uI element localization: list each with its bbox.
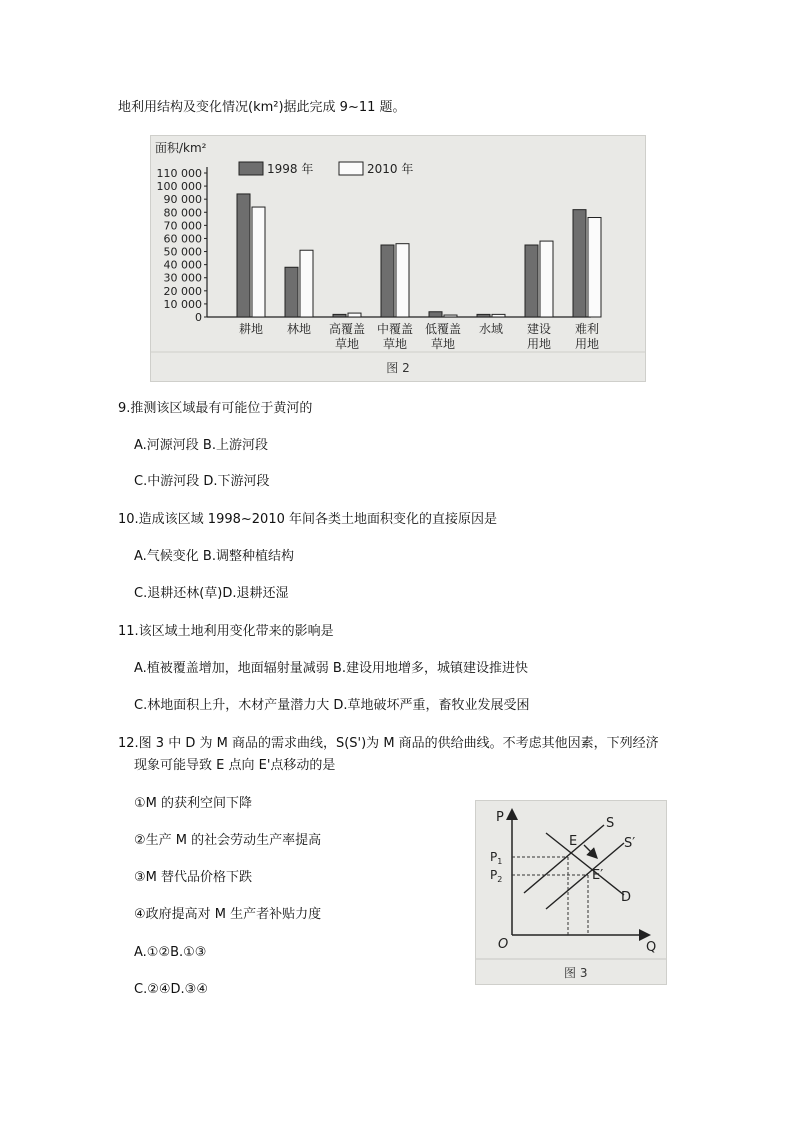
- y-tick-label: 50 000: [163, 245, 202, 259]
- category-label: 草地: [382, 337, 408, 351]
- bar-1998年-7: [573, 210, 586, 317]
- bar-1998年-2: [333, 314, 346, 317]
- category-label: 低覆盖: [424, 322, 462, 336]
- supply-demand-diagram: [476, 801, 666, 984]
- category-label: 难利: [574, 322, 600, 336]
- label-e-prime: E′: [592, 868, 604, 883]
- legend-label-0: 1998 年: [267, 162, 314, 176]
- label-p2: $P_2$: [490, 868, 503, 884]
- label-s-prime: S′: [624, 836, 636, 851]
- category-label: 中覆盖: [376, 322, 414, 336]
- q11-stem: 11.该区域土地利用变化带来的影响是: [118, 624, 334, 639]
- intro-text: 地利用结构及变化情况(km²)据此完成 9~11 题。: [118, 100, 406, 115]
- q11-options-2: C.林地面积上升，木材产量潜力大 D.草地破坏严重，畜牧业发展受困: [134, 698, 530, 713]
- supply-curve-s-prime: [546, 843, 624, 909]
- q12-item-4: ④政府提高对 M 生产者补贴力度: [134, 907, 322, 922]
- y-tick-label: 40 000: [163, 258, 202, 272]
- figure-2-caption: 图 2: [386, 361, 410, 375]
- q12-item-3: ③M 替代品价格下跌: [134, 870, 253, 885]
- figure-3-caption: 图 3: [564, 966, 588, 980]
- q10-options-1: A.气候变化 B.调整种植结构: [134, 549, 294, 564]
- y-tick-label: 80 000: [163, 206, 202, 220]
- q12-options-1: A.①②B.①③: [134, 945, 207, 960]
- y-tick-label: 110 000: [156, 167, 202, 180]
- category-label: 草地: [430, 337, 456, 351]
- category-label: 用地: [574, 337, 600, 351]
- q10-options-2: C.退耕还林(草)D.退耕还湿: [134, 586, 289, 601]
- label-p1: $P_1$: [490, 850, 503, 866]
- q12-stem-line2: 现象可能导致 E 点向 E'点移动的是: [134, 758, 336, 773]
- y-tick-label: 20 000: [163, 284, 202, 298]
- shift-arrow: [584, 845, 596, 857]
- bar-2010年-0: [252, 207, 265, 317]
- figure-2: [150, 135, 646, 382]
- bar-1998年-0: [237, 194, 250, 317]
- category-label: 林地: [286, 322, 312, 336]
- figure-3: [475, 800, 667, 985]
- q12-item-1: ①M 的获利空间下降: [134, 796, 253, 811]
- y-tick-label: 100 000: [156, 180, 202, 194]
- category-label: 耕地: [238, 322, 264, 336]
- legend-label-1: 2010 年: [367, 162, 414, 176]
- category-label: 水域: [478, 322, 504, 336]
- label-e: E: [569, 834, 578, 849]
- bar-2010年-6: [540, 241, 553, 317]
- bar-2010年-4: [444, 315, 457, 317]
- label-s: S: [606, 816, 615, 831]
- y-axis-title: 面积/km²: [155, 141, 207, 155]
- label-p: P: [496, 810, 504, 825]
- q12-item-2: ②生产 M 的社会劳动生产率提高: [134, 833, 322, 848]
- category-label: 建设: [526, 322, 552, 336]
- legend-swatch-1: [339, 162, 363, 175]
- q9-options-1: A.河源河段 B.上游河段: [134, 438, 268, 453]
- q11-options-1: A.植被覆盖增加，地面辐射量减弱 B.建设用地增多，城镇建设推进快: [134, 661, 528, 676]
- label-q: Q: [646, 940, 657, 955]
- bar-1998年-3: [381, 245, 394, 317]
- bar-2010年-5: [492, 314, 505, 317]
- q10-stem: 10.造成该区域 1998~2010 年间各类土地面积变化的直接原因是: [118, 512, 497, 527]
- bar-2010年-7: [588, 218, 601, 317]
- y-tick-label: 70 000: [163, 219, 202, 233]
- bar-2010年-1: [300, 250, 313, 317]
- bar-2010年-3: [396, 244, 409, 317]
- bar-chart: [151, 136, 645, 381]
- bar-1998年-6: [525, 245, 538, 317]
- y-tick-label: 0: [195, 311, 202, 324]
- y-tick-label: 90 000: [163, 193, 202, 207]
- legend-swatch-0: [239, 162, 263, 175]
- q12-stem-line1: 12.图 3 中 D 为 M 商品的需求曲线，S(S')为 M 商品的供给曲线。不考虑其他因素，下列经济: [118, 736, 659, 751]
- q12-options-2: C.②④D.③④: [134, 982, 208, 997]
- y-tick-label: 60 000: [163, 232, 202, 246]
- bar-2010年-2: [348, 313, 361, 317]
- category-label: 高覆盖: [328, 322, 366, 336]
- label-d: D: [621, 890, 632, 905]
- bar-1998年-4: [429, 312, 442, 317]
- category-label: 用地: [526, 337, 552, 351]
- q9-stem: 9.推测该区域最有可能位于黄河的: [118, 401, 313, 416]
- category-label: 草地: [334, 337, 360, 351]
- y-tick-label: 30 000: [163, 271, 202, 285]
- label-origin: O: [498, 937, 509, 952]
- y-tick-label: 10 000: [163, 297, 202, 311]
- bar-1998年-1: [285, 267, 298, 317]
- bar-1998年-5: [477, 314, 490, 317]
- q9-options-2: C.中游河段 D.下游河段: [134, 474, 270, 489]
